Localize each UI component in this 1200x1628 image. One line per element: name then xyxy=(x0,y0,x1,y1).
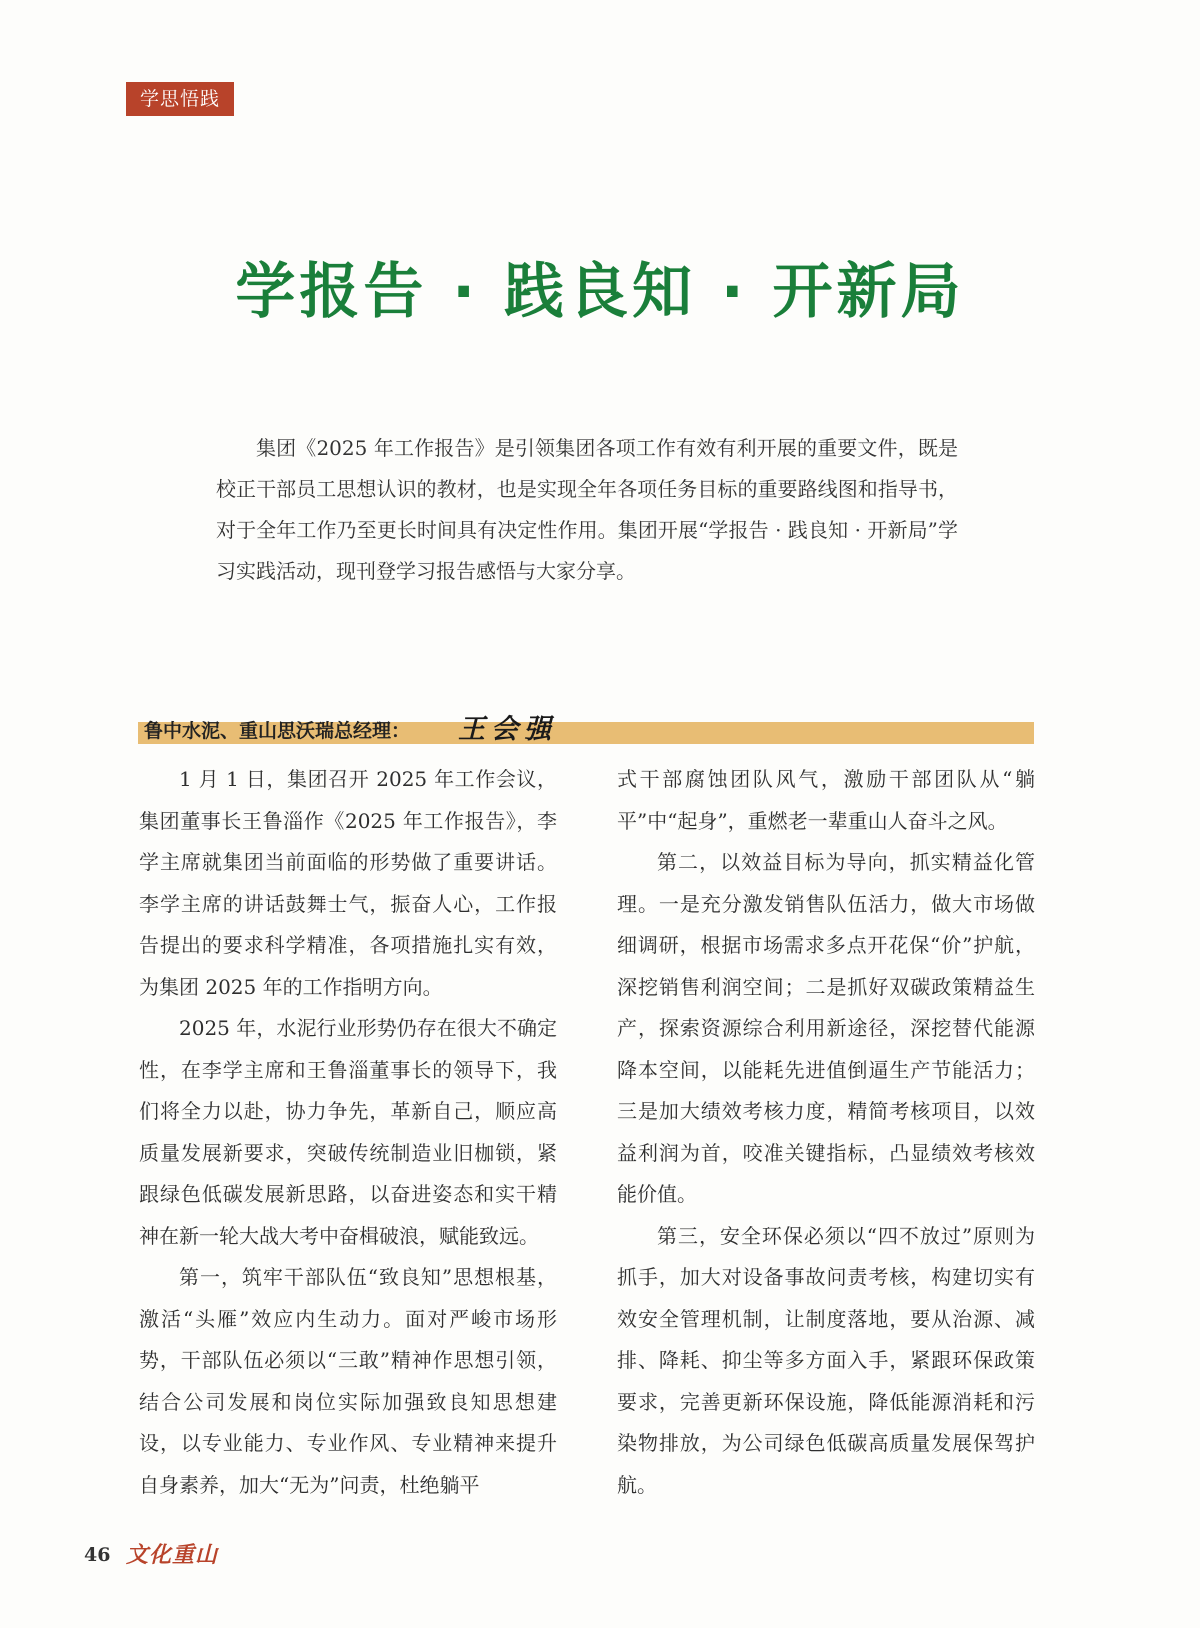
magazine-logo: 文化重山 xyxy=(126,1542,219,1568)
left-paragraph-1: 1 月 1 日，集团召开 2025 年工作会议，集团董事长王鲁淄作《2025 年工作报告》，李学主席就集团当前面临的形势做了重要讲话。李学主席的讲话鼓舞士气，振奋人心，工作报告提出的要求科学精准，各项措施扎实有效，为集团 2025 年的工作指明方向。 xyxy=(139,767,557,999)
section-tag: 学思悟践 xyxy=(126,82,234,116)
author-heading xyxy=(138,714,1034,748)
article-title: 学报告 · 践良知 · 开新局 xyxy=(235,257,965,327)
left-paragraph-2: 2025 年，水泥行业形势仍存在很大不确定性，在李学主席和王鲁淄董事长的领导下，我们将全力以赴，协力争先，革新自己，顺应高质量发展新要求，突破传统制造业旧枷锁，紧跟绿色低碳发展新思路，以奋进姿态和实干精神在新一轮大战大考中奋楫破浪，赋能致远。 xyxy=(139,1016,557,1248)
right-paragraph-3: 第三，安全环保必须以“四不放过”原则为抓手，加大对设备事故问责考核，构建切实有效安全管理机制，让制度落地，要从治源、减排、降耗、抑尘等多方面入手，紧跟环保政策要求，完善更新环保设施，降低能源消耗和污染物排放，为公司绿色低碳高质量发展保驾护航。 xyxy=(617,1223,1035,1497)
right-column xyxy=(617,759,1035,1506)
left-column xyxy=(139,759,557,1506)
page-number: 46 xyxy=(84,1544,111,1566)
intro-paragraph: 集团《2025 年工作报告》是引领集团各项工作有效有利开展的重要文件，既是校正干部员工思想认识的教材，也是实现全年各项任务目标的重要路线图和指导书，对于全年工作乃至更长时间具有决定性作用。集团开展“学报告 · 践良知 · 开新局”学习实践活动，现刊登学习报告感悟与大家分享。 xyxy=(216,436,958,583)
right-paragraph-2: 第二，以效益目标为导向，抓实精益化管理。一是充分激发销售队伍活力，做大市场做细调研，根据市场需求多点开花保“价”护航，深挖销售利润空间；二是抓好双碳政策精益生产，探索资源综合利用新途径，深挖替代能源降本空间，以能耗先进值倒逼生产节能活力；三是加大绩效考核力度，精简考核项目，以效益利润为首，咬准关键指标，凸显绩效考核效能价值。 xyxy=(617,850,1035,1206)
right-paragraph-1: 式干部腐蚀团队风气，激励干部团队从“躺平”中“起身”，重燃老一辈重山人奋斗之风。 xyxy=(617,767,1035,833)
author-name: 王会强 xyxy=(458,714,557,745)
author-role: 鲁中水泥、重山思沃瑞总经理： xyxy=(144,720,411,742)
left-paragraph-3: 第一，筑牢干部队伍“致良知”思想根基，激活“头雁”效应内生动力。面对严峻市场形势，干部队伍必须以“三敢”精神作思想引领，结合公司发展和岗位实际加强致良知思想建设，以专业能力、专业作风、专业精神来提升自身素养，加大“无为”问责，杜绝躺平 xyxy=(139,1265,557,1497)
